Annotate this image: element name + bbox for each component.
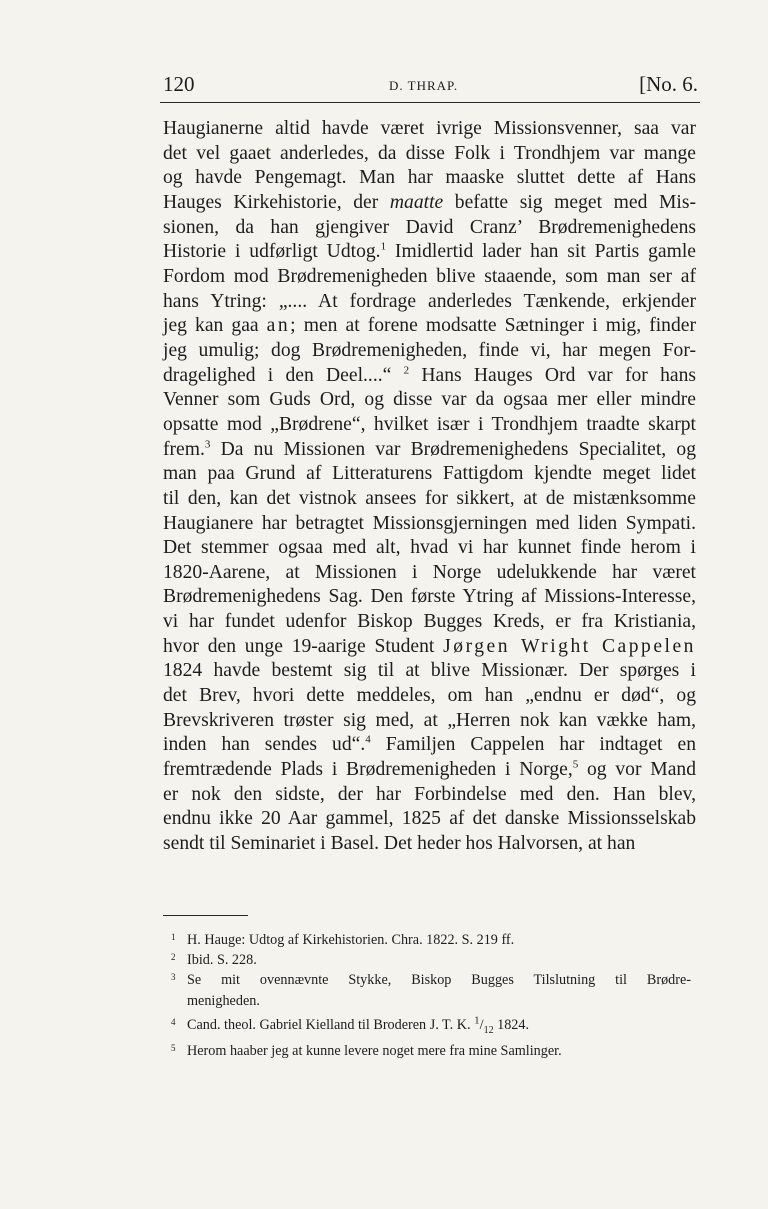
text-line: sionen, da han gjengiver David Cranz’ Brødremenighedens [163,216,696,238]
spaced-word: an [266,315,291,337]
text-line: jeg umulig; dog Brødremenigheden, finde vi, har megen For- [163,339,696,361]
text-line: Hauges Kirkehistorie, der maatte befatte sig meget med Mis- [163,191,696,213]
footnote-ref: 5 [572,758,579,771]
text-line: hans Ytring: „.... At fordrage anderledes Tænkende, erkjender [163,290,696,312]
fraction-separator: / [479,1016,484,1033]
italic-word: maatte [389,191,444,213]
header-rule [160,102,700,103]
running-title: D. THRAP. [389,78,459,93]
text-line: Historie i udførligt Udtog.$^1$ Imidlertid lader han sit Partis gamle [163,240,697,263]
fraction-denominator: 12 [483,1024,494,1036]
footnote-mark: 5 [171,1042,176,1053]
text-line: Brødremenighedens Sag. Den første Ytring af Missions-Interesse, [163,586,696,608]
text-line: 1824 havde bestemt sig til at blive Missionær. Der spørges i [163,660,696,682]
footnote-mark: 2 [171,952,176,963]
body-text [163,117,696,857]
text-line: 1820-Aarene, at Missionen i Norge udelukkende har været [163,561,696,583]
text-line: er nok den sidste, der har Forbindelse med den. Han blev, [163,783,696,805]
text-line: Haugianere har betragtet Missionsgjerningen med liden Sympati. [163,512,696,534]
text-line: inden han sendes ud“.$^4$ Familjen Cappelen har indtaget en [163,733,696,756]
text-line: Haugianerne altid havde været ivrige Missionsvenner, saa var [163,118,696,139]
text-line: Fordom mod Brødremenigheden blive staaende, som man ser af [163,265,696,287]
running-header [163,72,698,104]
footnote-ref: 2 [403,364,410,377]
footnote [171,1041,691,1061]
text-line: Brevskriveren trøster sig med, at „Herren nok kan vække ham, [163,709,696,731]
text-line: man paa Grund af Litteraturens Fattigdom kjendte meget lidet [163,463,696,485]
footnote-line: menigheden. [187,992,260,1009]
footnote-mark: 3 [171,972,176,983]
text-line: Det stemmer ogsaa med alt, hvad vi har kunnet finde herom i [163,537,696,559]
text-line: fremtrædende Plads i Brødremenigheden i Norge,$^5$ og vor Mand [163,758,696,781]
footnote-rule [163,915,248,916]
footnote-text: Cand. theol. Gabriel Kielland til Broderen J. T. K. [187,1016,475,1033]
footnote [171,970,691,1010]
spaced-name: Jørgen Wright Cappelen [443,635,696,657]
text-line: jeg kan gaa an; men at forene modsatte Sætninger i mig, finder [163,315,696,337]
footnote-mark: 4 [171,1016,176,1027]
fraction-numerator: 1 [474,1014,480,1027]
footnote [171,950,691,970]
text-line: vi har fundet udenfor Biskop Bugges Kreds, er fra Kristiania, [163,611,696,633]
text-line: frem.$^3$ Da nu Missionen var Brødremenighedens Specialitet, og [163,438,696,460]
text-line: og havde Pengemagt. Man har maaske sluttet dette af Hans [163,167,696,189]
footnote-line: Se mit ovennævnte Stykke, Biskop Bugges Tilslutning til Brødre- [187,972,691,989]
issue-number: [No. 6. [639,72,698,96]
text-line: dragelighed i den Deel....“ $^2$ Hans Hauges Ord var for hans [163,364,696,386]
text-line: det vel gaaet anderledes, da disse Folk i Trondhjem var mange [163,142,696,164]
footnote-ref: 3 [204,438,211,450]
footnote-text: 1824. [493,1016,530,1033]
page-number: 120 [163,72,195,96]
text-line: Venner som Guds Ord, og disse var da ogsaa mer eller mindre [163,389,696,411]
text-line: det Brev, hvori dette meddeles, om han „endnu er død“, og [163,685,696,707]
footnote-ref: 1 [380,240,387,253]
footnote-mark: 1 [171,932,176,942]
text-line: hvor den unge 19-aarige Student Jørgen Wright Cappelen [163,635,696,657]
text-line: til den, kan det vistnok ansees for sikkert, at de mistænksomme [163,487,696,509]
footnote-text: Herom haaber jeg at kunne levere noget mere fra mine Samlinger. [187,1042,562,1059]
footnote-ref: 4 [365,733,371,746]
text-line: opsatte mod „Brødrene“, hvilket især i Trondhjem traadte skarpt [163,413,696,435]
footnote [171,930,691,950]
footnote [171,1015,691,1041]
footnote-text: H. Hauge: Udtog af Kirkehistorien. Chra. 1822. S. 219 ff. [187,932,515,948]
text-line: endnu ikke 20 Aar gammel, 1825 af det danske Missionsselskab [163,808,696,830]
footnote-text: Ibid. S. 228. [187,952,257,969]
footnotes [171,930,691,1061]
text-line: sendt til Seminariet i Basel. Det heder hos Halvorsen, at han [163,833,636,855]
